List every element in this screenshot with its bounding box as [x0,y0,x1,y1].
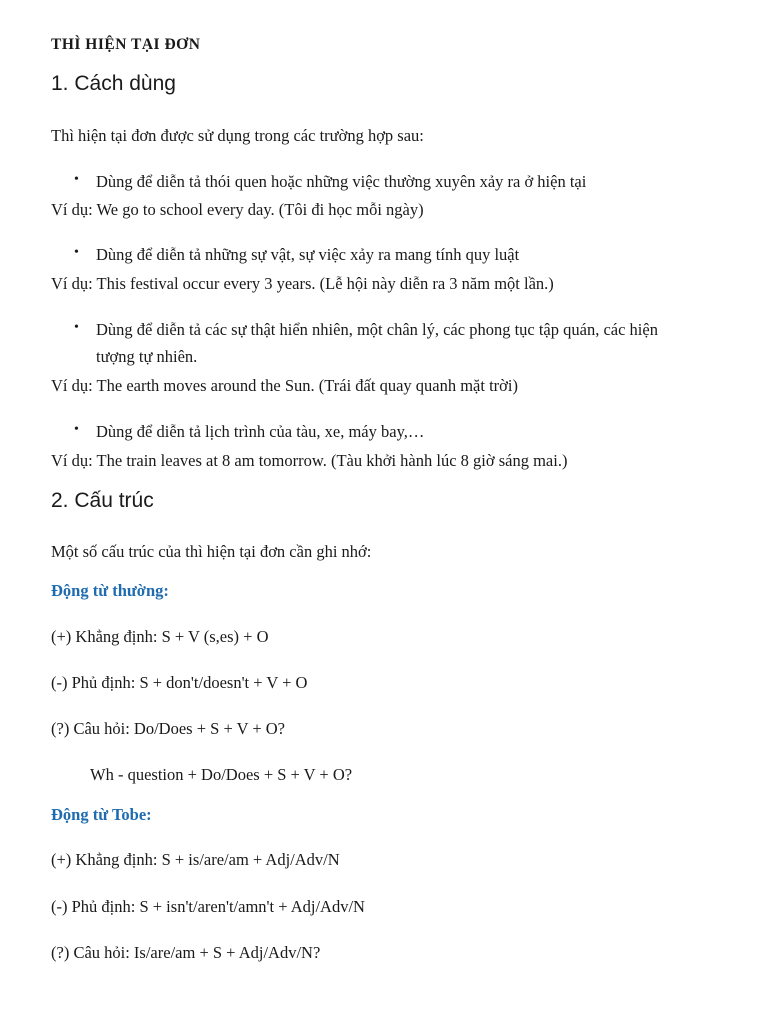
list-item [74,172,587,192]
list-item [74,320,658,340]
example-text: Ví dụ: The earth moves around the Sun. (Trái đất quay quanh mặt trời) [51,376,518,395]
list-item-text: Dùng để diễn tả lịch trình của tàu, xe, máy bay,… [96,422,425,441]
section-heading-structure: 2. Cấu trúc [51,489,154,512]
usage-intro: Thì hiện tại đơn được sử dụng trong các trường hợp sau: [51,126,424,145]
formula-negative: (-) Phủ định: S + isn't/aren't/amn't + Adj/Adv/N [51,897,365,916]
structure-intro: Một số cấu trúc của thì hiện tại đơn cần ghi nhớ: [51,542,372,561]
example-text: Ví dụ: We go to school every day. (Tôi đi học mỗi ngày) [51,200,424,219]
example-text: Ví dụ: This festival occur every 3 years. (Lễ hội này diễn ra 3 năm một lần.) [51,274,554,293]
page-title: THÌ HIỆN TẠI ĐƠN [51,36,201,53]
list-item-text: Dùng để diễn tả thói quen hoặc những việc thường xuyên xảy ra ở hiện tại [96,172,587,191]
example-text: Ví dụ: The train leaves at 8 am tomorrow. (Tàu khởi hành lúc 8 giờ sáng mai.) [51,451,568,470]
list-item [74,422,425,442]
formula-affirmative: (+) Khẳng định: S + is/are/am + Adj/Adv/N [51,850,340,869]
bullet-icon: • [74,422,79,437]
bullet-icon: • [74,172,79,187]
section-heading-usage: 1. Cách dùng [51,72,176,95]
formula-question: (?) Câu hỏi: Do/Does + S + V + O? [51,719,285,738]
formula-negative: (-) Phủ định: S + don't/doesn't + V + O [51,673,308,692]
bullet-icon: • [74,320,79,335]
bullet-icon: • [74,245,79,260]
formula-question: (?) Câu hỏi: Is/are/am + S + Adj/Adv/N? [51,943,321,962]
list-item-text: Dùng để diễn tả những sự vật, sự việc xảy ra mang tính quy luật [96,245,520,264]
subheading-tobe: Động từ Tobe: [51,805,152,824]
list-item [74,245,520,265]
list-item-text: Dùng để diễn tả các sự thật hiển nhiên, một chân lý, các phong tục tập quán, các hiện [96,320,658,339]
subheading-normal-verb: Động từ thường: [51,581,169,600]
formula-wh-question: Wh - question + Do/Does + S + V + O? [90,765,353,784]
list-item-continuation: tượng tự nhiên. [96,347,198,366]
formula-affirmative: (+) Khẳng định: S + V (s,es) + O [51,627,269,646]
